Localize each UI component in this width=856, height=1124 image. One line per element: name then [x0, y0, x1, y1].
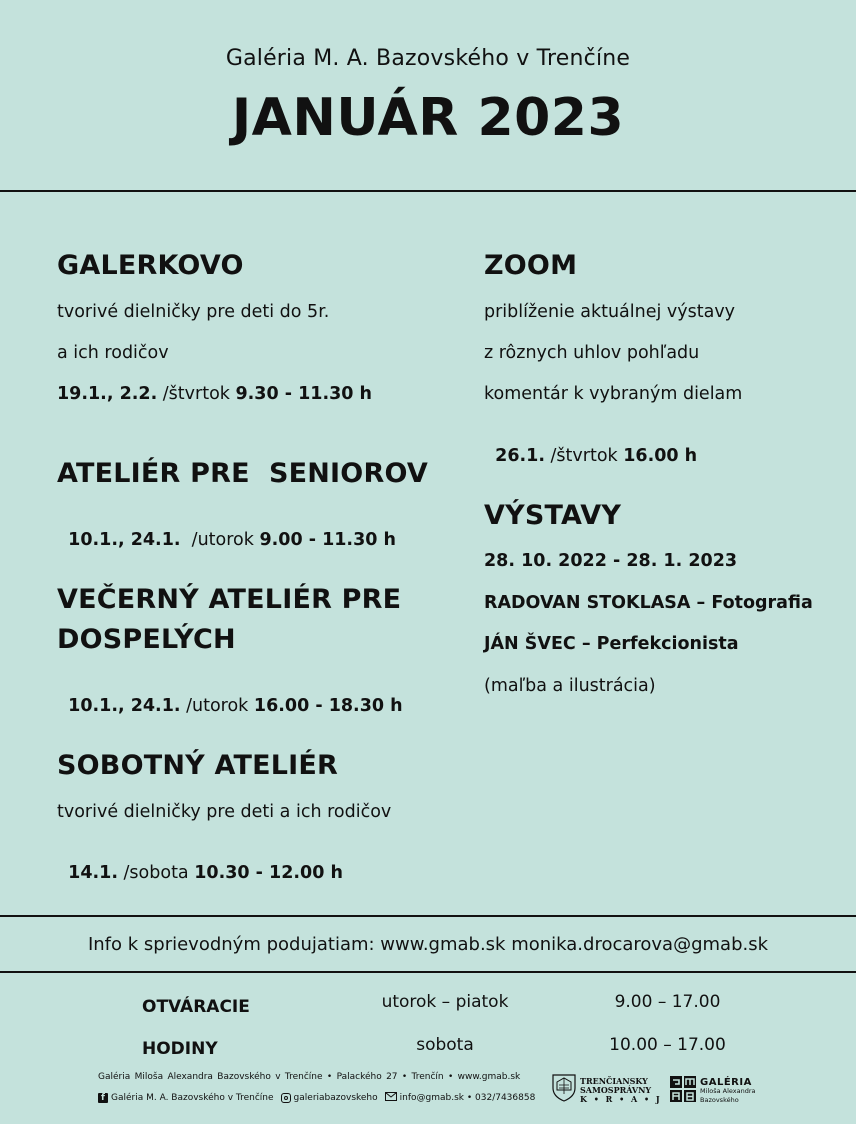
opening-time: 9.00 – 17.00 [614, 992, 721, 1012]
event-day: /utorok [180, 696, 254, 716]
tsk-logo-text: SAMOSPRÁVNY [580, 1084, 652, 1095]
event-day: /štvrtok [544, 446, 624, 466]
event-description: komentár k vybraným dielam [484, 384, 743, 404]
info-line: Info k sprievodným podujatiam: www.gmab.sk monika.drocarova@gmab.sk [87, 934, 769, 955]
event-time: 16.00 h [623, 446, 698, 466]
event-heading: VEČERNÝ ATELIÉR PRE [57, 584, 402, 615]
email-phone: info@gmab.sk • 032/7436858 [399, 1093, 536, 1103]
event-heading: DOSPELÝCH [57, 624, 236, 655]
gallery-name: Galéria M. A. Bazovského v Trenčíne [225, 46, 631, 71]
opening-hours-label: HODINY [142, 1039, 218, 1059]
info-divider-top [0, 915, 856, 917]
instagram-label: galeriabazovskeho [293, 1093, 378, 1103]
exhibition-item: JÁN ŠVEC – Perfekcionista [484, 634, 739, 654]
exhibition-item: RADOVAN STOKLASA – Fotografia [484, 593, 813, 613]
event-vecerny [57, 580, 401, 660]
opening-days: utorok – piatok [381, 992, 509, 1012]
event-heading: ATELIÉR PRE SENIOROV [57, 458, 428, 489]
event-galerkovo [57, 246, 244, 286]
event-heading: ZOOM [484, 250, 578, 281]
event-heading: SOBOTNÝ ATELIÉR [57, 750, 339, 781]
opening-days: sobota [416, 1035, 474, 1055]
facebook-icon: f [98, 1093, 108, 1103]
event-dates: 10.1., 24.1. [68, 696, 181, 716]
event-day: /utorok [180, 530, 260, 550]
event-time: 9.30 - 11.30 h [235, 384, 373, 404]
event-day: /štvrtok [157, 384, 236, 404]
gmab-logo-text: Miloša Alexandra [700, 1086, 756, 1095]
exhibition-period: 28. 10. 2022 - 28. 1. 2023 [484, 551, 738, 571]
event-zoom [484, 246, 577, 286]
event-description: a ich rodičov [57, 343, 169, 363]
coat-of-arms-icon [552, 1074, 576, 1106]
opening-hours-label: OTVÁRACIE [142, 997, 250, 1017]
event-schedule [57, 384, 372, 404]
event-dates: 10.1., 24.1. [68, 530, 181, 550]
gmab-logo-text: GALÉRIA [700, 1076, 752, 1088]
event-description: z rôznych uhlov pohľadu [484, 343, 700, 363]
gmab-mark-icon [670, 1076, 696, 1106]
footer-address: Galéria Miloša Alexandra Bazovského v Trenčíne • Palackého 27 • Trenčín • www.gmab.sk [98, 1072, 521, 1082]
event-description: priblíženie aktuálnej výstavy [484, 302, 736, 322]
event-day: /sobota [117, 863, 195, 883]
event-sobotny [57, 746, 338, 786]
event-seniori [57, 454, 428, 494]
exhibitions-heading: VÝSTAVY [484, 500, 622, 531]
info-divider-bottom [0, 971, 856, 973]
exhibitions [484, 496, 621, 536]
event-time: 9.00 - 11.30 h [259, 530, 396, 550]
event-heading: GALERKOVO [57, 250, 244, 281]
event-schedule [57, 676, 403, 716]
exhibition-note: (maľba a ilustrácia) [484, 676, 656, 696]
event-dates: 26.1. [495, 446, 545, 466]
tsk-logo-text: TRENČIANSKY [580, 1075, 648, 1086]
instagram-icon [281, 1093, 291, 1103]
event-description: tvorivé dielničky pre deti do 5r. [57, 302, 330, 322]
opening-time: 10.00 – 17.00 [609, 1035, 726, 1055]
event-description: tvorivé dielničky pre deti a ich rodičov [57, 802, 392, 822]
event-schedule [57, 843, 343, 883]
email-icon [385, 1092, 397, 1104]
gmab-logo-text: Bazovského [700, 1095, 739, 1104]
facebook-label: Galéria M. A. Bazovského v Trenčíne [111, 1093, 274, 1103]
footer-contacts [98, 1092, 535, 1104]
event-dates: 14.1. [68, 863, 118, 883]
tsk-logo-text: K • R • A • J [580, 1093, 662, 1104]
event-schedule [484, 426, 697, 466]
header-divider [0, 190, 856, 192]
event-time: 16.00 - 18.30 h [253, 696, 403, 716]
event-time: 10.30 - 12.00 h [194, 863, 343, 883]
gmab-logo [670, 1076, 756, 1106]
event-schedule [57, 510, 396, 550]
tsk-logo [552, 1074, 662, 1106]
page-title: JANUÁR 2023 [231, 88, 625, 148]
event-dates: 19.1., 2.2. [57, 384, 158, 404]
